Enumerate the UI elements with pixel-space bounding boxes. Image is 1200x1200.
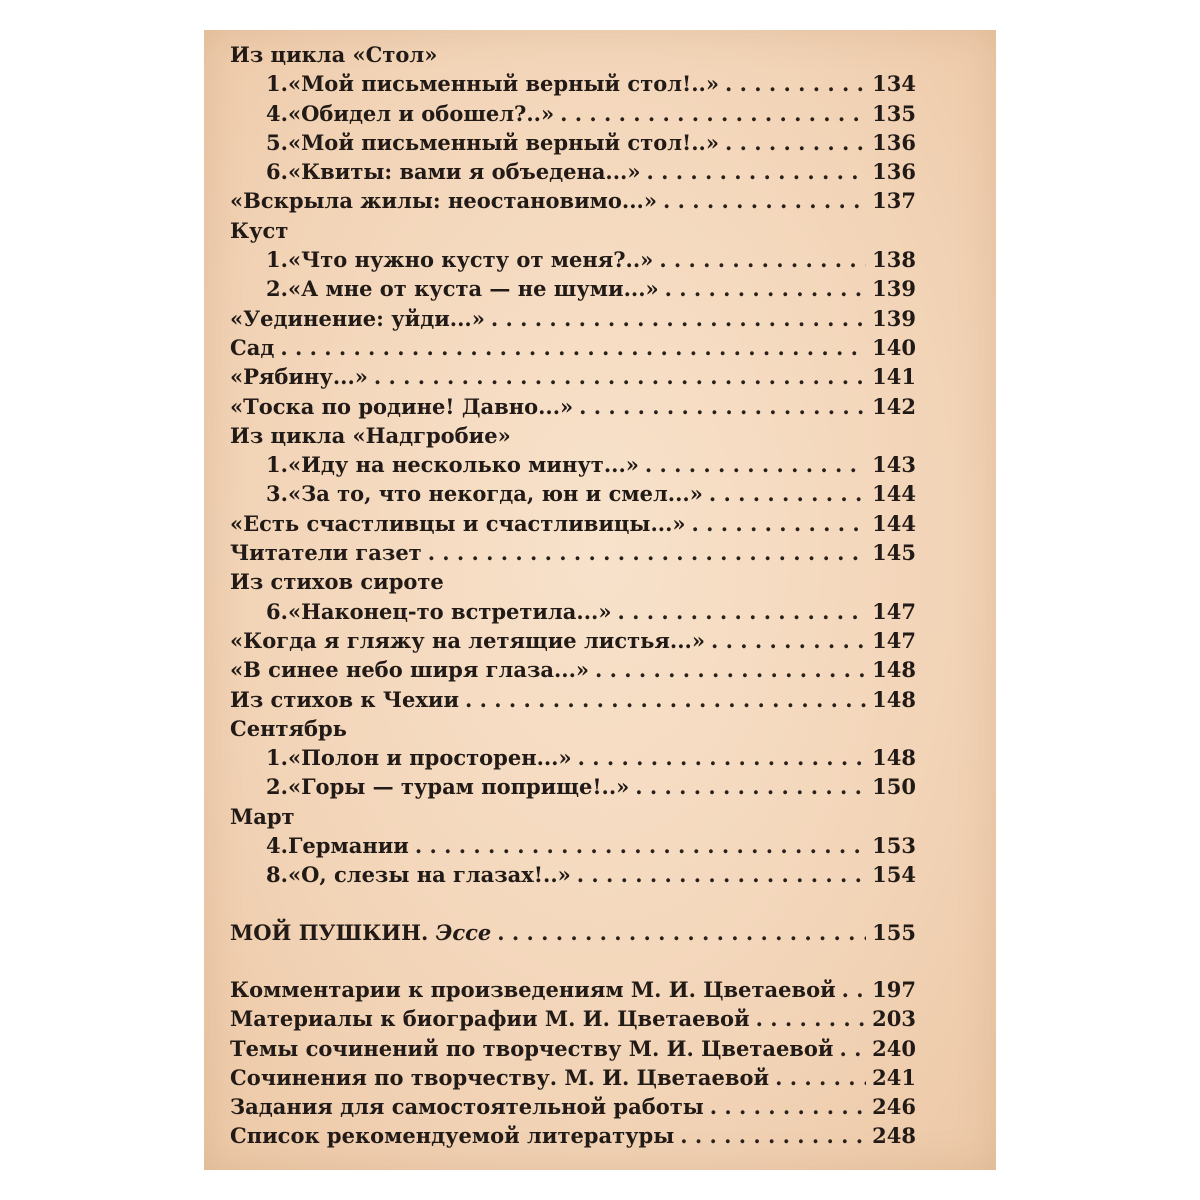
toc-page-number: 155 (872, 919, 916, 945)
toc-entry-number: 1. (266, 247, 288, 273)
section-gap (230, 947, 916, 975)
toc-page-number: 145 (872, 540, 916, 566)
toc-entry-title: «За то, что некогда, юн и смел...» (287, 481, 703, 507)
toc-entry (230, 1063, 916, 1092)
toc-page-number: 150 (872, 774, 916, 800)
leader-dots (842, 975, 866, 1004)
toc-entry (230, 626, 916, 655)
toc-page-number: 136 (872, 159, 916, 185)
leader-dots (725, 69, 866, 98)
leader-dots (710, 1092, 866, 1121)
toc-heading-title: Март (230, 803, 295, 829)
toc-page-number: 144 (872, 481, 916, 507)
toc-page-number: 139 (872, 276, 916, 302)
toc-group-appendix (230, 975, 916, 1151)
toc-entry (230, 69, 916, 98)
toc-entry (230, 392, 916, 421)
toc-entry-number: 2. (266, 276, 288, 302)
toc-entry-title (230, 918, 491, 947)
toc-entry-title: «Наконец-то встретила...» (287, 598, 612, 624)
leader-dots (465, 685, 866, 714)
toc-page-number: 137 (872, 188, 916, 214)
toc-entry-title: «Есть счастливцы и счастливицы...» (230, 510, 686, 536)
toc-entry (230, 99, 916, 128)
toc-page-number: 141 (872, 364, 916, 390)
toc-entry-number: 6. (266, 598, 288, 624)
toc-entry-number: 1. (266, 71, 288, 97)
leader-dots (711, 626, 866, 655)
toc-entry-title: «Иду на несколько минут...» (287, 452, 639, 478)
toc-page-number: 134 (872, 71, 916, 97)
toc-heading-title: Из цикла «Стол» (230, 42, 438, 67)
toc-entry-title: «Мой письменный верный стол!..» (287, 71, 719, 97)
toc-entry-number: 2. (266, 774, 288, 800)
toc-entry-title: «Квиты: вами я объедена...» (287, 159, 641, 185)
toc-entry-title: Материалы к биографии М. И. Цветаевой (230, 1006, 750, 1032)
leader-dots (665, 274, 866, 303)
leader-dots (491, 304, 866, 333)
toc-entry-title: «В синее небо ширя глаза...» (230, 657, 590, 683)
toc-entry-essay (230, 918, 916, 947)
leader-dots (775, 1063, 866, 1092)
leader-dots (647, 157, 867, 186)
toc-page-number: 139 (872, 305, 916, 331)
toc-entry-number: 8. (266, 862, 288, 888)
essay-title: МОЙ ПУШКИН. (230, 919, 429, 945)
leader-dots (560, 99, 866, 128)
toc-entry-title: Список рекомендуемой литературы (230, 1123, 675, 1149)
toc-page-number: 144 (872, 510, 916, 536)
toc-page-number: 135 (872, 100, 916, 126)
toc-entry-number: 5. (266, 129, 288, 155)
toc-entry-title: «Горы — турам поприще!..» (287, 774, 630, 800)
toc-entry (230, 860, 916, 889)
leader-dots (415, 831, 866, 860)
toc-section-heading (230, 421, 916, 450)
leader-dots (497, 918, 866, 947)
leader-dots (579, 392, 866, 421)
toc-entry (230, 1121, 916, 1150)
toc-entry (230, 597, 916, 626)
toc-page-number: 147 (872, 598, 916, 624)
toc-entry (230, 128, 916, 157)
toc-entry (230, 157, 916, 186)
leader-dots (280, 333, 866, 362)
toc-entry (230, 274, 916, 303)
toc-entry (230, 304, 916, 333)
leader-dots (756, 1004, 867, 1033)
toc-entry (230, 1092, 916, 1121)
book-page (204, 30, 996, 1170)
leader-dots (692, 509, 867, 538)
leader-dots (839, 1034, 866, 1063)
toc-entry (230, 685, 916, 714)
toc-entry-number: 6. (266, 159, 288, 185)
leader-dots (645, 450, 866, 479)
toc-entry-title: Из стихов к Чехии (230, 686, 460, 712)
toc-entry-title: «Вскрыла жилы: неостановимо...» (230, 188, 657, 214)
toc-entry-number: 3. (266, 481, 288, 507)
leader-dots (595, 655, 866, 684)
toc-heading-title: Из цикла «Надгробие» (230, 422, 511, 448)
leader-dots (725, 128, 866, 157)
toc-page-number: 154 (872, 862, 916, 888)
toc-page-number: 197 (872, 976, 916, 1002)
toc-entry-number: 4. (266, 100, 288, 126)
leader-dots (374, 362, 866, 391)
toc-entry (230, 362, 916, 391)
leader-dots (578, 743, 867, 772)
toc-entry-title: Германии (287, 833, 409, 859)
toc-entry-title: «О, слезы на глазах!..» (287, 862, 571, 888)
toc-entry (230, 450, 916, 479)
toc-entry-title: «А мне от куста — не шуми...» (287, 276, 659, 302)
toc-entry-title: «Что нужно кусту от меня?..» (287, 247, 654, 273)
toc-entry-title: «Уединение: уйди...» (230, 305, 485, 331)
toc-entry (230, 655, 916, 684)
toc-heading-title: Сентябрь (230, 715, 347, 741)
toc-section-heading (230, 216, 916, 245)
toc-heading-title: Куст (230, 217, 289, 243)
toc-entry-title: «Рябину...» (230, 364, 368, 390)
toc-page-number: 240 (872, 1035, 916, 1061)
toc-entry-title: Комментарии к произведениям М. И. Цветаевой (230, 976, 836, 1002)
toc-page-number: 148 (872, 657, 916, 683)
essay-subtitle: Эссе (435, 919, 492, 945)
toc-entry-title: Сочинения по творчеству. М. И. Цветаевой (230, 1064, 770, 1090)
section-gap (230, 890, 916, 918)
toc-page-number: 241 (872, 1064, 916, 1090)
toc-entry-title: «Тоска по родине! Давно...» (230, 393, 574, 419)
leader-dots (659, 245, 866, 274)
toc-section-heading (230, 40, 916, 69)
toc-page-number: 136 (872, 129, 916, 155)
toc-page-number: 246 (872, 1094, 916, 1120)
leader-dots (680, 1121, 866, 1150)
toc-entry-title: Темы сочинений по творчеству М. И. Цветаевой (230, 1035, 834, 1061)
toc-page-number: 147 (872, 627, 916, 653)
toc-entry-title: «Обидел и обошел?..» (287, 100, 555, 126)
toc-section-heading (230, 714, 916, 743)
toc-page-number: 248 (872, 1123, 916, 1149)
toc-entry-title: «Полон и просторен...» (287, 745, 572, 771)
toc-page-number: 142 (872, 393, 916, 419)
table-of-contents (230, 40, 916, 1151)
toc-page-number: 143 (872, 452, 916, 478)
leader-dots (577, 860, 866, 889)
leader-dots (709, 479, 866, 508)
toc-page-number: 148 (872, 745, 916, 771)
toc-entry (230, 772, 916, 801)
leader-dots (663, 186, 866, 215)
toc-entry (230, 831, 916, 860)
toc-entry-title: Сад (230, 334, 275, 360)
toc-entry-number: 4. (266, 833, 288, 859)
leader-dots (635, 772, 866, 801)
toc-entry (230, 743, 916, 772)
leader-dots (617, 597, 866, 626)
toc-page-number: 138 (872, 247, 916, 273)
toc-entry (230, 509, 916, 538)
toc-entry-title: «Когда я гляжу на летящие листья...» (230, 627, 705, 653)
toc-section-heading (230, 567, 916, 596)
toc-entry (230, 333, 916, 362)
toc-group-poems (230, 40, 916, 890)
toc-entry (230, 975, 916, 1004)
toc-entry (230, 186, 916, 215)
toc-entry-number: 1. (266, 745, 288, 771)
toc-section-heading (230, 802, 916, 831)
toc-entry (230, 1034, 916, 1063)
toc-page-number: 203 (872, 1006, 916, 1032)
leader-dots (428, 538, 866, 567)
toc-page-number: 153 (872, 833, 916, 859)
toc-entry-title: Читатели газет (230, 540, 422, 566)
toc-heading-title: Из стихов сироте (230, 569, 444, 595)
toc-entry (230, 245, 916, 274)
toc-entry-title: Задания для самостоятельной работы (230, 1094, 704, 1120)
toc-page-number: 148 (872, 686, 916, 712)
toc-entry (230, 1004, 916, 1033)
toc-entry-title: «Мой письменный верный стол!..» (287, 129, 719, 155)
toc-page-number: 140 (872, 334, 916, 360)
toc-entry (230, 538, 916, 567)
toc-entry (230, 479, 916, 508)
toc-entry-number: 1. (266, 452, 288, 478)
